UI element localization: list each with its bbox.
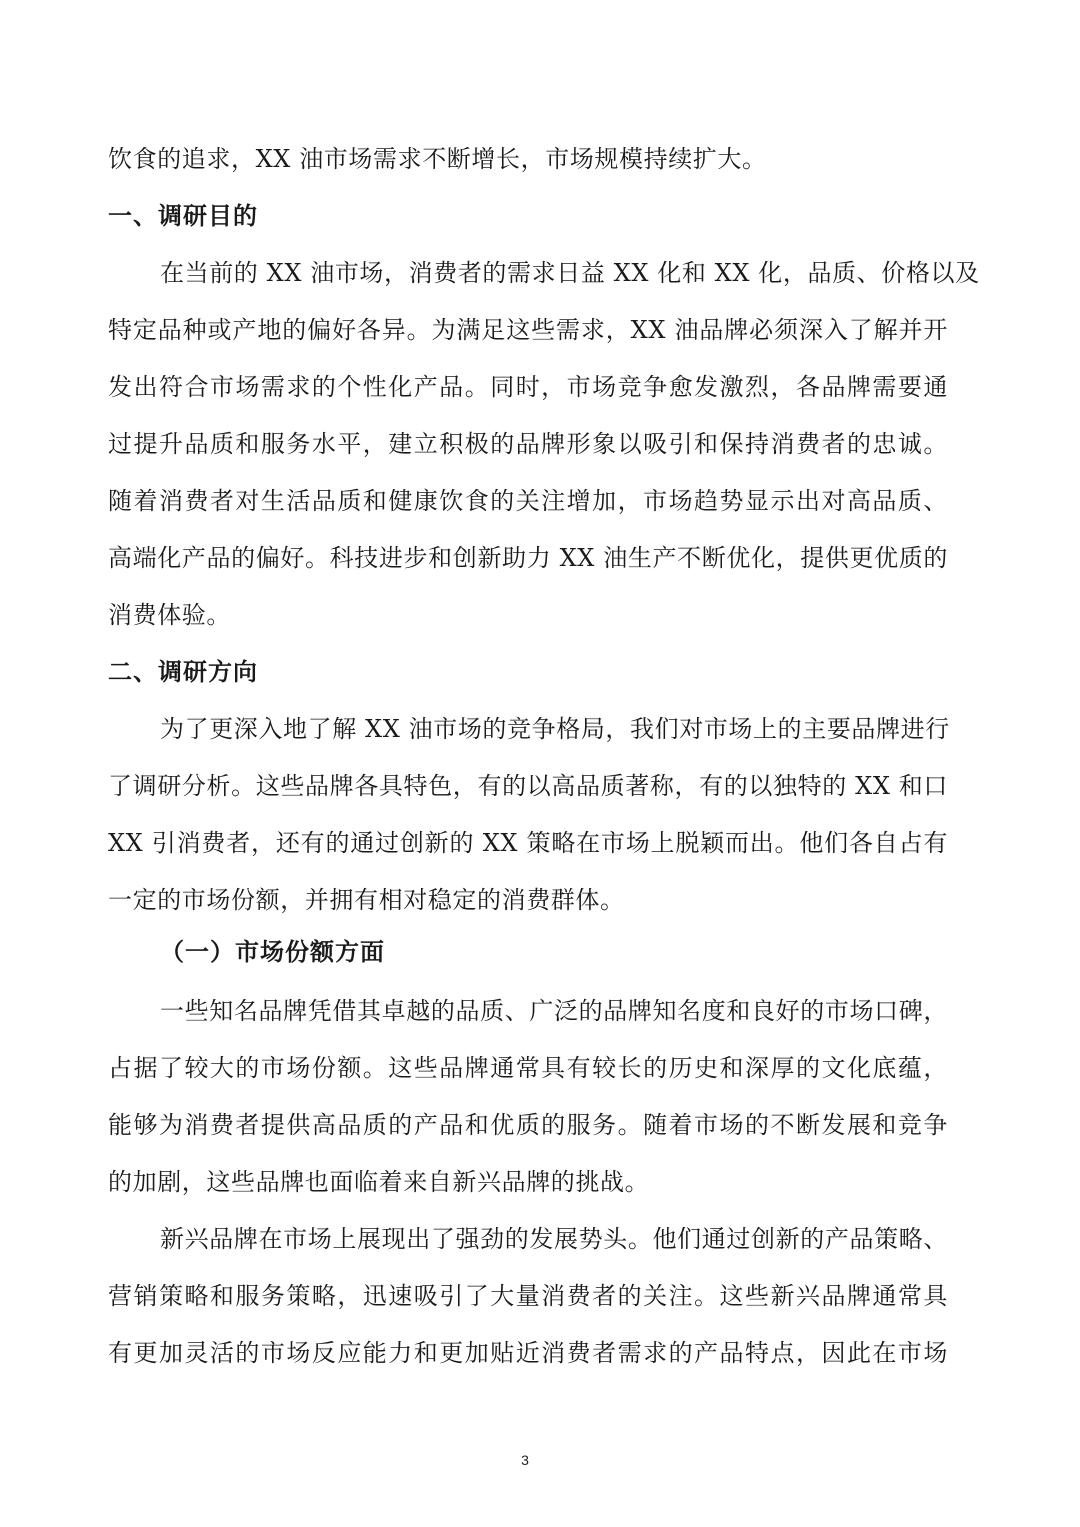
continuation-line: 饮食的追求，XX 油市场需求不断增长，市场规模持续扩大。 [108,145,767,173]
paragraph-line: 在当前的 XX 油市场，消费者的需求日益 XX 化和 XX 化，品质、价格以及 [160,259,980,287]
paragraph-line: XX 引消费者，还有的通过创新的 XX 策略在市场上脱颖而出。他们各自占有 [108,829,948,857]
paragraph-line: 消费体验。 [108,601,231,629]
paragraph-line: 的加剧，这些品牌也面临着来自新兴品牌的挑战。 [108,1168,650,1196]
paragraph-line: 过提升品质和服务水平，建立积极的品牌形象以吸引和保持消费者的忠诚。 [108,430,948,458]
paragraph-line: 随着消费者对生活品质和健康饮食的关注增加，市场趋势显示出对高品质、 [108,487,948,515]
paragraph-line: 占据了较大的市场份额。这些品牌通常具有较长的历史和深厚的文化底蕴， [108,1054,948,1082]
paragraph-line: 高端化产品的偏好。科技进步和创新助力 XX 油生产不断优化，提供更优质的 [108,544,948,572]
paragraph-line: 发出符合市场需求的个性化产品。同时，市场竞争愈发激烈，各品牌需要通 [108,373,948,401]
page-number: 3 [521,1452,529,1468]
paragraph-line: 能够为消费者提供高品质的产品和优质的服务。随着市场的不断发展和竞争 [108,1111,948,1139]
paragraph-line: 营销策略和服务策略，迅速吸引了大量消费者的关注。这些新兴品牌通常具 [108,1282,948,1310]
section-heading-direction: 二、调研方向 [108,658,258,686]
paragraph-line: 有更加灵活的市场反应能力和更加贴近消费者需求的产品特点，因此在市场 [108,1339,948,1367]
paragraph-line: 一些知名品牌凭借其卓越的品质、广泛的品牌知名度和良好的市场口碑， [160,997,948,1025]
paragraph-line: 新兴品牌在市场上展现出了强劲的发展势头。他们通过创新的产品策略、 [160,1225,948,1253]
paragraph-line: 了调研分析。这些品牌各具特色，有的以高品质著称，有的以独特的 XX 和口 [108,772,948,800]
paragraph-line: 为了更深入地了解 XX 油市场的竞争格局，我们对市场上的主要品牌进行 [160,715,950,743]
section-heading-purpose: 一、调研目的 [108,202,258,230]
paragraph-line: 特定品种或产地的偏好各异。为满足这些需求，XX 油品牌必须深入了解并开 [108,316,948,344]
paragraph-line: 一定的市场份额，并拥有相对稳定的消费群体。 [108,886,625,914]
subsection-heading-market-share: （一）市场份额方面 [160,938,385,966]
